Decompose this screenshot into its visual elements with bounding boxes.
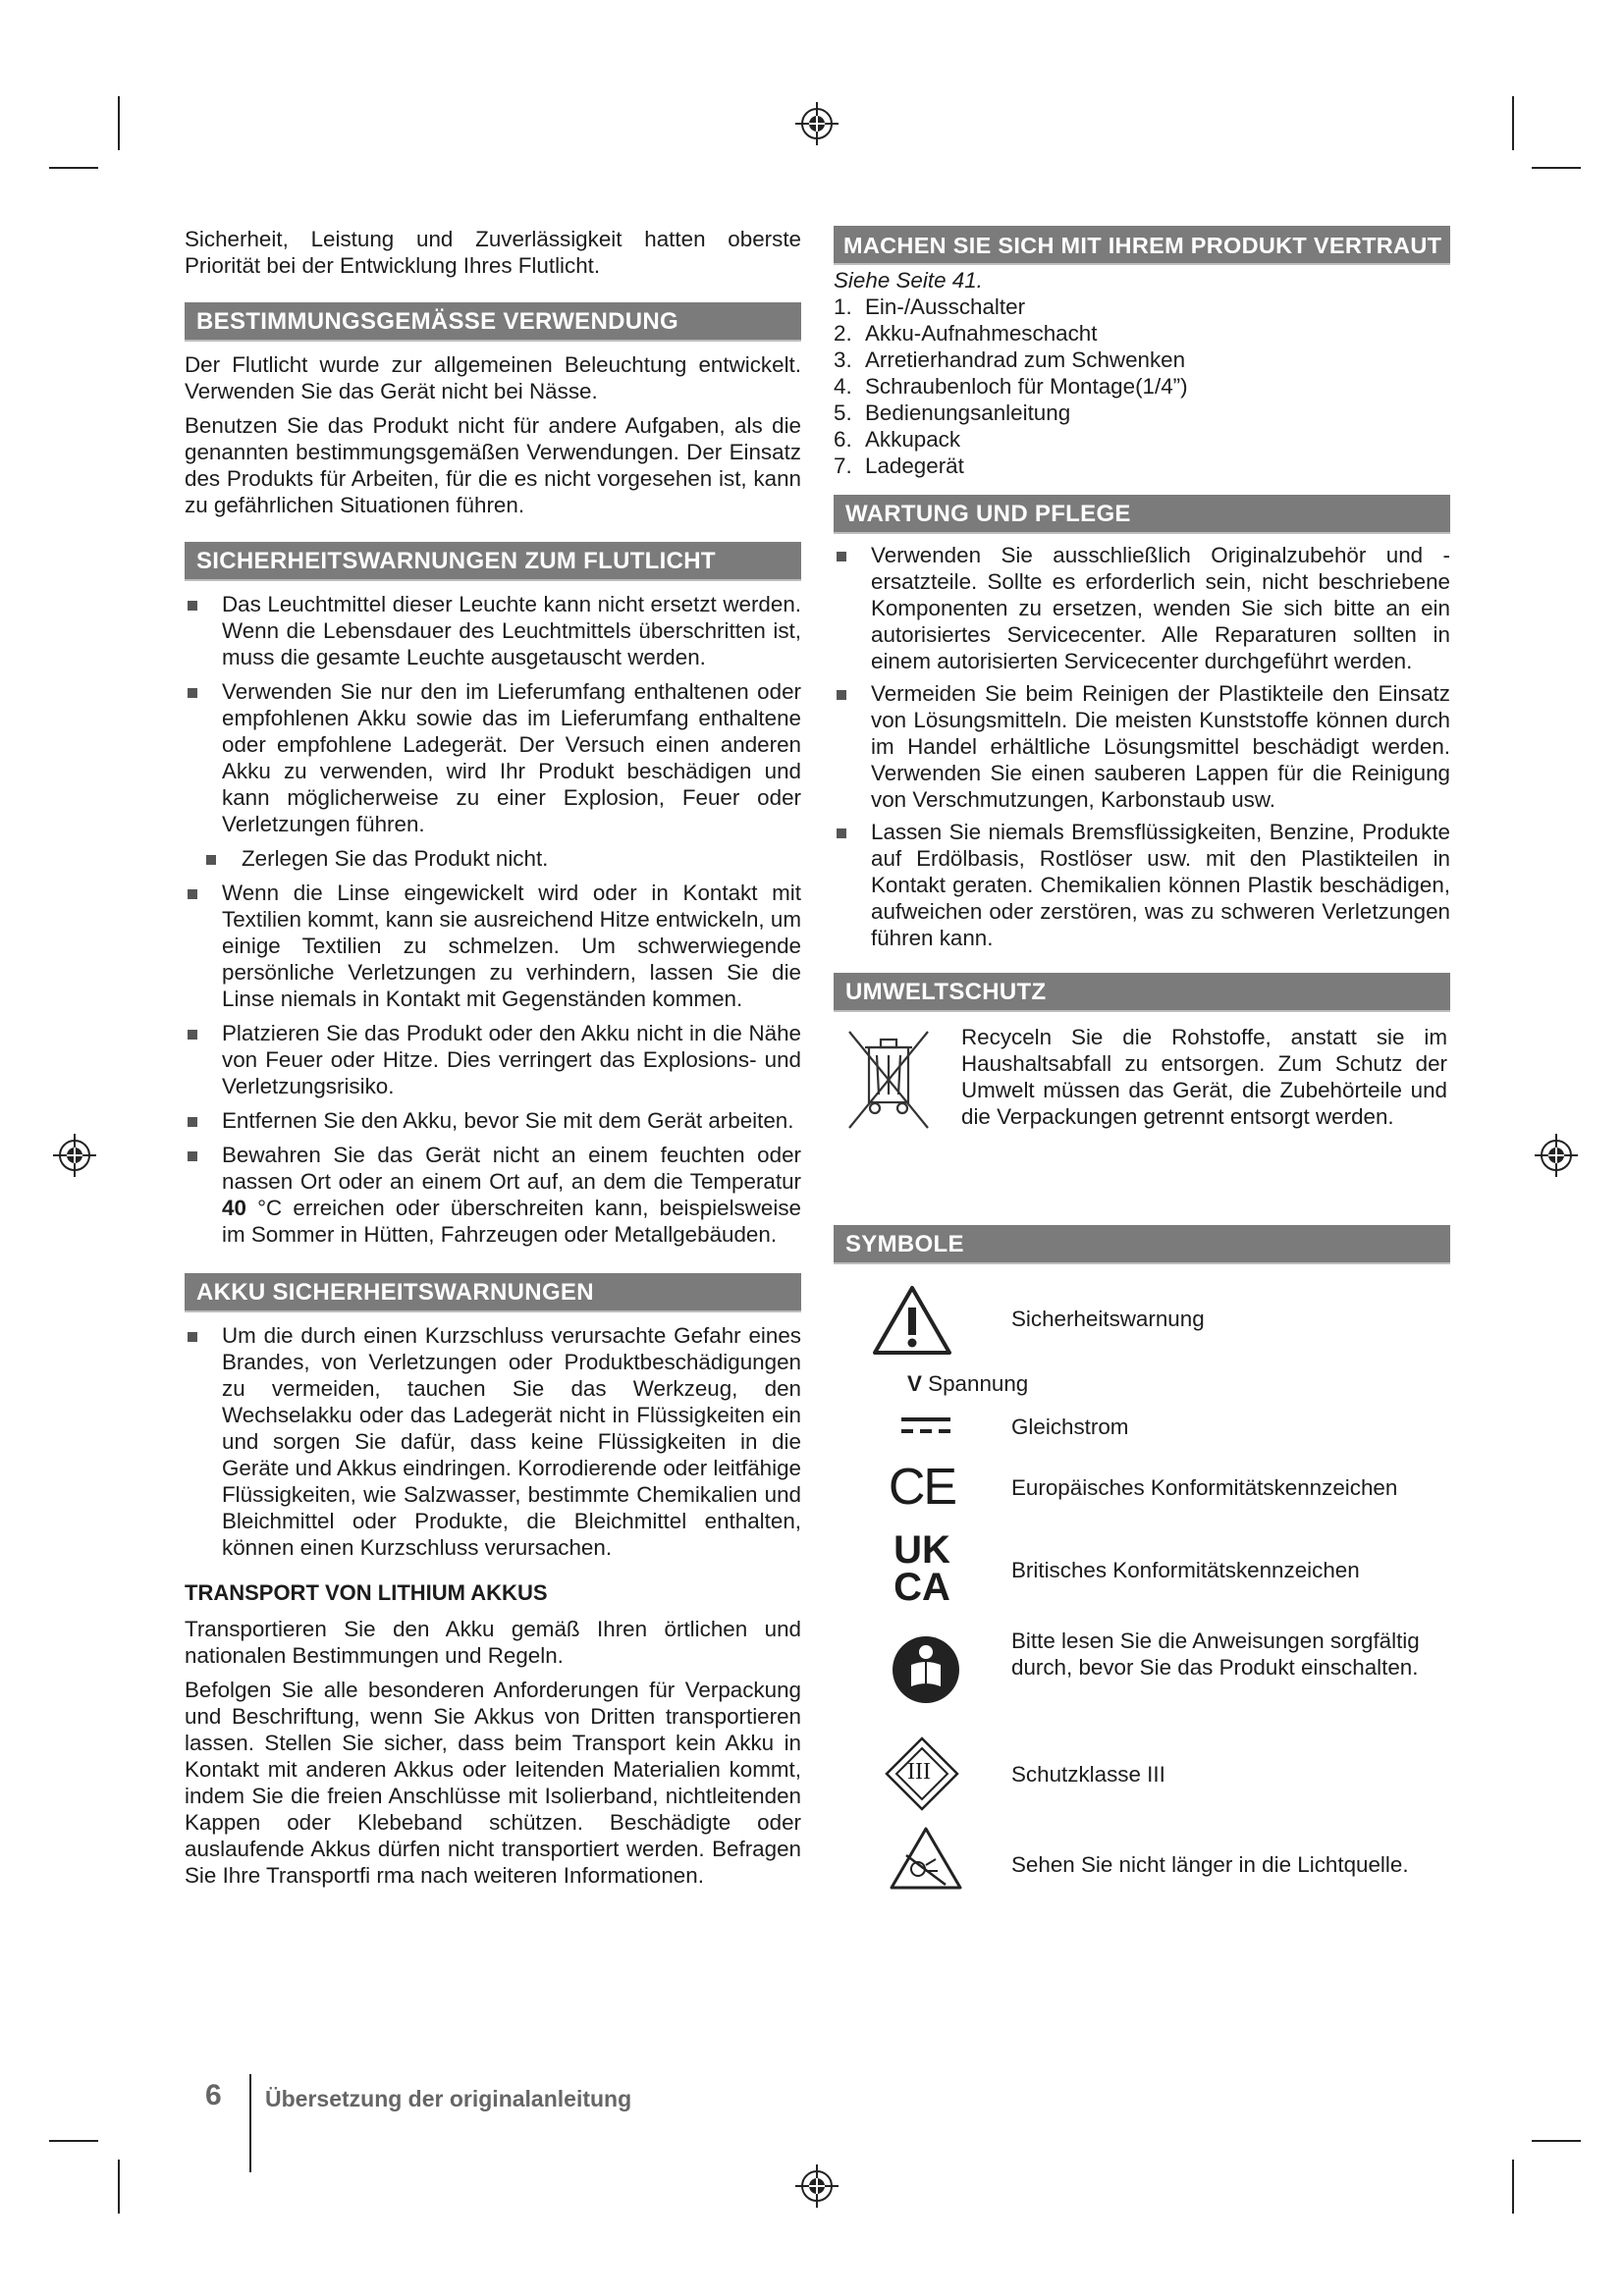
list-item: Um die durch einen Kurzschluss verursachte Gefahr eines Brandes, von Verletzungen oder Produktbeschädigungen zu vermeiden, tauchen Sie das Werkzeug, den Wechselakku oder das Ladegerät nicht in Flüssigkeiten ein und sorgen Sie dafür, dass keine Flüssigkeiten in die Geräte und Akkus eindringen. Korrodierende oder leitfähige Flüssigkeiten, wie Salzwasser, bestimmte Chemikalien und Bleichmittel oder Produkte, die Bleichmittel enthalten, können einen Kurzschluss verursachen.: [185, 1322, 801, 1561]
section-header-battery-warnings: AKKU SICHERHEITSWARNUNGEN: [185, 1273, 801, 1312]
crop-mark: [118, 96, 120, 150]
crop-mark: [49, 167, 98, 169]
list-item: Bewahren Sie das Gerät nicht an einem feuchten oder nassen Ort oder an einem Ort auf, an dem die Temperatur 40 °C erreichen oder überschreiten kann, beispielsweise im Sommer in Hütten, Fahrzeugen oder Metallgebäuden.: [185, 1142, 801, 1248]
transport-paragraph: Befolgen Sie alle besonderen Anforderungen für Verpackung und Beschriftung, wenn Sie Akkus von Dritten transportieren lassen. Stellen Sie sicher, dass beim Transport kein Akku in Kontakt mit anderen Akkus oder leitenden Materialien kommt, indem Sie die freien Anschlüsse mit Isolierband, nichtleitenden Kappen oder Klebeband schützen. Beschädigte oder auslaufende Akkus dürfen nicht transportiert werden. Befragen Sie Ihre Transportfi rma nach weiteren Informationen.: [185, 1678, 801, 1888]
protection-class-numeral: III: [907, 1759, 931, 1785]
list-item: 3. Arretierhandrad zum Schwenken: [834, 347, 1186, 372]
list-item: Wenn die Linse eingewickelt wird oder in Kontakt mit Textilien kommt, kann sie ausreichend Hitze entwickeln, um einige Textilien zu schmelzen. Um schwerwiegende persönliche Verletzungen zu verhindern, lassen Sie die Linse niemals in Kontakt mit Gegenständen kommen.: [185, 880, 801, 1012]
do-not-stare-at-light-icon: [885, 1826, 967, 1891]
symbol-label: Britisches Konformitätskennzeichen: [1011, 1558, 1360, 1582]
list-item: Zerlegen Sie das Produkt nicht.: [185, 845, 801, 872]
list-item: Verwenden Sie nur den im Lieferumfang enthaltenen oder empfohlenen Akku sowie das im Lieferumfang enthaltene oder empfohlene Ladegerät. Der Versuch einen anderen Akku zu verwenden, wird Ihr Produkt beschädigen und kann möglicherweise zu einer Explosion, Feuer oder Verletzungen führen.: [185, 678, 801, 837]
crop-mark: [118, 2160, 120, 2214]
ce-mark-icon: CE: [888, 1459, 956, 1516]
product-parts-list: [834, 294, 1450, 479]
symbol-label: Schutzklasse III: [1011, 1762, 1165, 1787]
list-item: 2. Akku-Aufnahmeschacht: [834, 321, 1098, 346]
bullet-square-icon: [837, 828, 846, 838]
symbol-row: [834, 1459, 1450, 1518]
bullet-square-icon: [837, 690, 846, 700]
page-number: 6: [205, 2079, 222, 2111]
bullet-square-icon: [188, 1030, 197, 1040]
symbol-row: [834, 1628, 1450, 1716]
symbol-row: [834, 1735, 1450, 1814]
bullet-square-icon: [206, 855, 216, 865]
voltage-symbol: V: [907, 1371, 922, 1396]
bullet-square-icon: [837, 552, 846, 561]
maintenance-list: [834, 542, 1450, 951]
section-header-floodlight-warnings: SICHERHEITSWARNUNGEN ZUM FLUTLICHT: [185, 542, 801, 581]
symbol-label: Gleichstrom: [1011, 1415, 1129, 1439]
bullet-square-icon: [188, 889, 197, 899]
warning-triangle-icon: [871, 1284, 953, 1357]
registration-mark-icon: [53, 1134, 96, 1177]
section-header-product-overview: MACHEN SIE SICH MIT IHREM PRODUKT VERTRAUT: [834, 226, 1450, 265]
list-item: 7. Ladegerät: [834, 454, 964, 478]
right-column: [834, 226, 1450, 1893]
crossed-out-wheelie-bin-icon: [843, 1026, 934, 1136]
footer-text: Übersetzung der originalanleitung: [265, 2086, 632, 2111]
list-item: Vermeiden Sie beim Reinigen der Plastikteile den Einsatz von Lösungsmitteln. Die meisten Kunststoffe können durch im Handel erhältliche Lösungsmittel beschädigt werden. Verwenden Sie einen sauberen Lappen für die Reinigung von Verschmutzungen, Karbonstaub usw.: [834, 680, 1450, 813]
floodlight-warnings-list: [185, 591, 801, 1248]
section-header-environment: UMWELTSCHUTZ: [834, 973, 1450, 1012]
footer-divider: [249, 2074, 251, 2172]
section-header-maintenance: WARTUNG UND PFLEGE: [834, 495, 1450, 534]
list-item: 4. Schraubenloch für Montage(1/4”): [834, 374, 1188, 399]
list-item: Das Leuchtmittel dieser Leuchte kann nicht ersetzt werden. Wenn die Lebensdauer des Leuchtmittels überschritten ist, muss die gesamte Leuchte ausgetauscht werden.: [185, 591, 801, 670]
symbol-label: Bitte lesen Sie die Anweisungen sorgfältig durch, bevor Sie das Produkt einschalten.: [1011, 1629, 1420, 1680]
transport-heading: TRANSPORT VON LITHIUM AKKUS: [185, 1580, 548, 1605]
environment-text: Recyceln Sie die Rohstoffe, anstatt sie im Haushaltsabfall zu entsorgen. Zum Schutz der Umwelt müssen das Gerät, die Zubehörteile und die Verpackungen getrennt entsorgt werden.: [961, 1025, 1447, 1129]
bullet-square-icon: [188, 1332, 197, 1342]
read-manual-icon: [885, 1635, 967, 1704]
intro-text: Sicherheit, Leistung und Zuverlässigkeit hatten oberste Priorität bei der Entwicklung Ihres Flutlicht.: [185, 227, 801, 278]
intended-use-paragraph: Benutzen Sie das Produkt nicht für andere Aufgaben, als die genannten bestimmungsgemäßen Verwendungen. Der Einsatz des Produkts für Arbeiten, für die es nicht vorgesehen ist, kann zu gefährlichen Situationen führen.: [185, 413, 801, 517]
list-item: Platzieren Sie das Produkt oder den Akku nicht in die Nähe von Feuer oder Hitze. Dies verringert das Explosions- und Verletzungsrisiko.: [185, 1020, 801, 1099]
list-item: 1. Ein-/Ausschalter: [834, 294, 1026, 319]
symbol-label: Sehen Sie nicht länger in die Lichtquelle.: [1011, 1852, 1409, 1877]
list-item: 6. Akkupack: [834, 427, 961, 452]
symbol-row: [834, 1284, 1450, 1362]
transport-paragraph: Transportieren Sie den Akku gemäß Ihren örtlichen und nationalen Bestimmungen und Regeln.: [185, 1617, 801, 1668]
symbol-row: [834, 1528, 1450, 1610]
symbol-label: Europäisches Konformitätskennzeichen: [1011, 1475, 1398, 1500]
symbols-list: [834, 1264, 1450, 1893]
crop-mark: [1532, 2140, 1581, 2142]
left-column: [185, 226, 801, 1889]
direct-current-icon: [885, 1417, 967, 1437]
crop-mark: [1512, 96, 1514, 150]
crop-mark: [49, 2140, 98, 2142]
ukca-mark-icon: UK CA: [893, 1528, 950, 1609]
section-header-symbols: SYMBOLE: [834, 1225, 1450, 1264]
bullet-square-icon: [188, 1151, 197, 1161]
environment-block: [834, 1020, 1450, 1201]
list-item: Lassen Sie niemals Bremsflüssigkeiten, Benzine, Produkte auf Erdölbasis, Rostlöser usw. mit den Plastikteilen in Kontakt geraten. Chemikalien können Plastik beschädigen, aufweichen oder zerstören, was zu schweren Verletzungen führen kann.: [834, 819, 1450, 951]
symbol-row: [834, 1410, 1450, 1449]
registration-mark-icon: [795, 2164, 839, 2208]
intended-use-paragraph: Der Flutlicht wurde zur allgemeinen Beleuchtung entwickelt. Verwenden Sie das Gerät nicht bei Nässe.: [185, 352, 801, 403]
symbol-label: Spannung: [921, 1371, 1029, 1396]
symbol-row: [834, 1370, 1450, 1400]
list-item: Verwenden Sie ausschließlich Originalzubehör und -ersatzteile. Sollte es erforderlich sein, nicht beschriebene Komponenten zu ersetzen, wenden Sie sich bitte an ein autorisiertes Servicecenter. Alle Reparaturen sollten in einem autorisierten Servicecenter durchgeführt werden.: [834, 542, 1450, 674]
bullet-square-icon: [188, 1117, 197, 1127]
see-page-reference: Siehe Seite 41.: [834, 268, 983, 293]
section-header-intended-use: BESTIMMUNGSGEMÄSSE VERWENDUNG: [185, 302, 801, 342]
crop-mark: [1512, 2160, 1514, 2214]
battery-warnings-list: [185, 1322, 801, 1561]
registration-mark-icon: [795, 102, 839, 145]
list-item: 5. Bedienungsanleitung: [834, 400, 1071, 425]
bullet-square-icon: [188, 688, 197, 698]
list-item: Entfernen Sie den Akku, bevor Sie mit dem Gerät arbeiten.: [185, 1107, 801, 1134]
symbol-row: [834, 1826, 1450, 1895]
crop-mark: [1532, 167, 1581, 169]
bullet-square-icon: [188, 601, 197, 611]
symbol-label: Sicherheitswarnung: [1011, 1307, 1205, 1331]
registration-mark-icon: [1535, 1134, 1578, 1177]
